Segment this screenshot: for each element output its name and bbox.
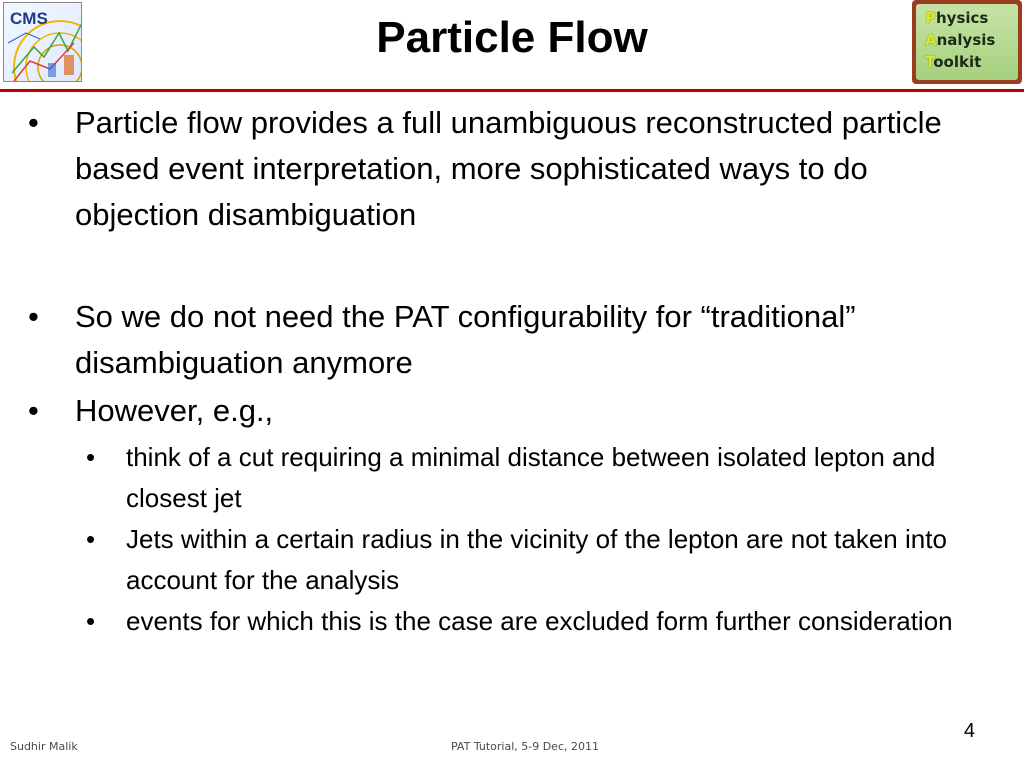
header-divider xyxy=(0,89,1024,92)
bullet-item-2 xyxy=(28,294,988,386)
sub-bullet-item-1 xyxy=(86,437,966,519)
sub-bullet-text: events for which this is the case are excluded form further consideration xyxy=(126,606,953,636)
bullet-text: However, e.g., xyxy=(75,393,274,428)
footer-event: PAT Tutorial, 5-9 Dec, 2011 xyxy=(451,740,599,753)
pat-logo-rest: oolkit xyxy=(933,53,982,71)
cms-logo-text: CMS xyxy=(10,9,48,28)
pat-logo-rest: nalysis xyxy=(936,31,996,49)
pat-logo-initial: A xyxy=(925,31,937,49)
sub-bullet-item-3 xyxy=(86,601,966,642)
sub-bullet-item-2 xyxy=(86,519,966,601)
bullet-item-1 xyxy=(28,100,988,238)
page-number: 4 xyxy=(963,720,975,742)
slide-title: Particle Flow xyxy=(376,13,648,62)
sub-bullet-text: think of a cut requiring a minimal distance between isolated lepton and closest jet xyxy=(126,442,936,513)
pat-logo-line-toolkit xyxy=(925,51,1018,73)
pat-logo-panel xyxy=(916,4,1018,80)
bullet-text: Particle flow provides a full unambiguous reconstructed particle based event interpretation, more sophisticated ways to do objection disambiguation xyxy=(75,105,942,232)
sub-bullet-glyph: • xyxy=(86,606,96,636)
bullet-glyph: • xyxy=(28,299,39,334)
footer-author: Sudhir Malik xyxy=(10,740,78,753)
pat-logo xyxy=(912,0,1022,84)
sub-bullet-glyph: • xyxy=(86,442,96,472)
pat-logo-initial: P xyxy=(925,9,936,27)
bullet-item-3 xyxy=(28,388,988,434)
pat-logo-line-analysis xyxy=(925,29,1018,51)
sub-bullet-text: Jets within a certain radius in the vicinity of the lepton are not taken into account for the analysis xyxy=(126,524,947,595)
pat-logo-line-physics xyxy=(925,7,1018,29)
bullet-glyph: • xyxy=(28,393,39,428)
pat-logo-rest: hysics xyxy=(936,9,989,27)
pat-logo-initial: T xyxy=(925,53,934,71)
bullet-text: So we do not need the PAT configurability for “traditional” disambiguation anymore xyxy=(75,299,856,380)
sub-bullet-glyph: • xyxy=(86,524,96,554)
bullet-glyph: • xyxy=(28,105,39,140)
